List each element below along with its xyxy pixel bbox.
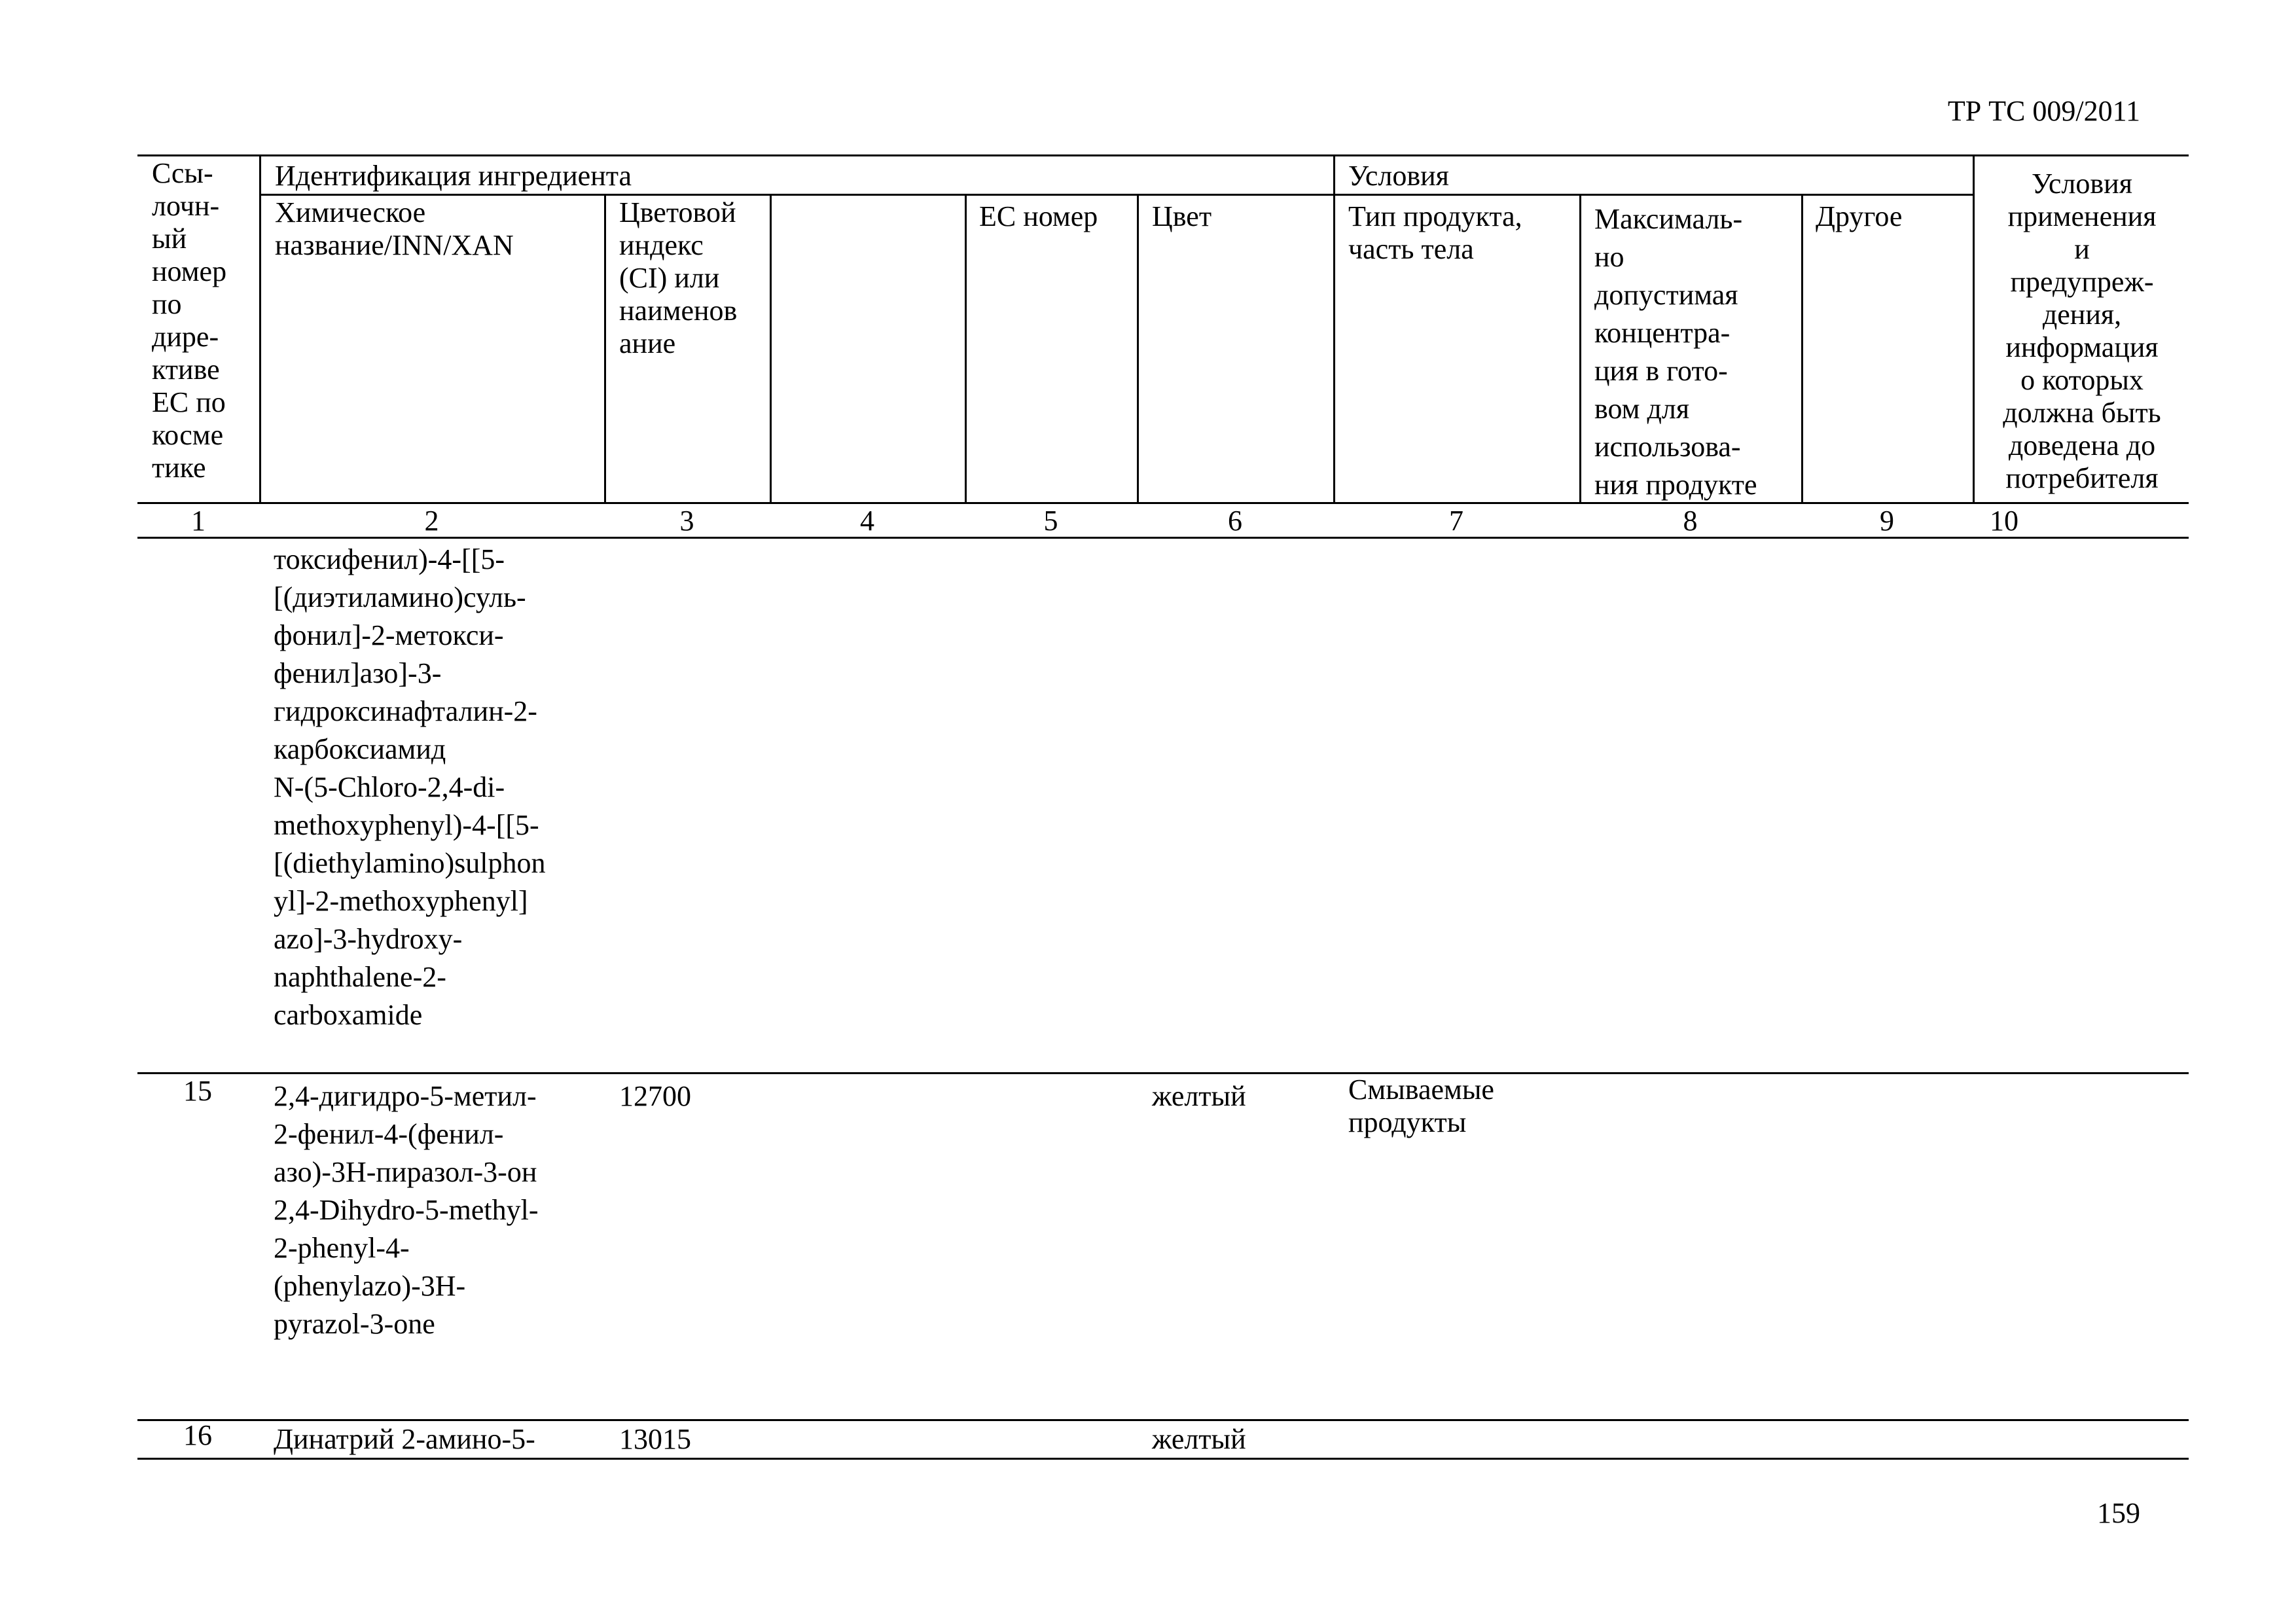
table-row-16-ci: 13015 <box>619 1423 691 1455</box>
table-row-15-chem-name: 2,4-дигидро-5-метил- 2-фенил-4-(фенил- азо)-3H-пиразол-3-он 2,4-Dihydro-5-methyl- 2-phenyl-4- (phenylazo)-3H- pyrazol-3-one <box>274 1080 539 1340</box>
column-number-1: 1 <box>191 505 206 537</box>
header-ref-number: Ссы- лочн- ый номер по дире- ктиве ЕС по косме тике <box>152 157 227 484</box>
header-divider-8 <box>1801 194 1803 503</box>
header-divider-1 <box>259 154 261 503</box>
header-product-type: Тип продукта, часть тела <box>1348 200 1522 265</box>
header-divider-6 <box>1333 154 1335 503</box>
header-group-identification: Идентификация ингредиента <box>275 160 632 192</box>
document-reference: ТР ТС 009/2011 <box>1947 95 2140 127</box>
header-group-rule <box>259 194 1973 196</box>
column-number-9: 9 <box>1880 505 1894 537</box>
header-divider-7 <box>1579 194 1581 503</box>
header-divider-4 <box>965 194 967 503</box>
table-row-16-color: желтый <box>1152 1423 1246 1455</box>
column-number-top-rule <box>137 502 2189 504</box>
header-group-conditions: Условия <box>1348 160 1449 192</box>
table-row-16-chem-name: Динатрий 2-амино-5- <box>274 1423 535 1455</box>
table-row-15-ci: 12700 <box>619 1080 691 1112</box>
row-15-top-rule <box>137 1072 2189 1074</box>
header-color-index: Цветовой индекс (CI) или наименов ание <box>619 196 738 359</box>
header-chem-name: Химическое название/INN/XAN <box>275 196 514 261</box>
header-ec-number: ЕС номер <box>979 200 1098 232</box>
header-color: Цвет <box>1152 200 1212 232</box>
header-usage-conditions: Условия применения и предупреж- дения, информация о которых должна быть доведена до потребителя <box>2003 168 2161 494</box>
table-top-rule <box>137 154 2189 156</box>
page-number: 159 <box>2097 1497 2140 1529</box>
table-row-15-ref: 15 <box>183 1075 212 1107</box>
column-number-6: 6 <box>1228 505 1242 537</box>
table-row-16-ref: 16 <box>183 1419 212 1451</box>
header-max-concentration: Максималь- но допустимая концентра- ция в гото- вом для использова- ния продукте <box>1594 203 1757 501</box>
column-number-5: 5 <box>1043 505 1058 537</box>
column-number-10: 10 <box>1990 505 2018 537</box>
header-divider-2 <box>604 194 606 503</box>
header-divider-9 <box>1973 154 1975 503</box>
column-number-7: 7 <box>1449 505 1463 537</box>
header-other: Другое <box>1816 200 1903 232</box>
column-number-4: 4 <box>860 505 874 537</box>
column-number-8: 8 <box>1683 505 1698 537</box>
column-number-3: 3 <box>679 505 694 537</box>
header-divider-5 <box>1137 194 1139 503</box>
column-number-2: 2 <box>424 505 439 537</box>
header-divider-3 <box>770 194 772 503</box>
table-row-15-color: желтый <box>1152 1080 1246 1112</box>
table-row-15-product-type: Смываемые продукты <box>1348 1074 1494 1138</box>
column-number-bottom-rule <box>137 537 2189 539</box>
table-row-continuation-chem-name: токсифенил)-4-[[5- [(диэтиламино)суль- фонил]-2-метокси- фенил]азо]-3- гидроксинафталин-2- карбоксиамид N-(5-Chloro-2,4-di- methoxyphenyl)-4-[[5- [(diethylamino)sulphon yl]-2-methoxyphenyl] azo]-3-hydroxy- naphthalene-2- carboxamide <box>274 543 546 1031</box>
